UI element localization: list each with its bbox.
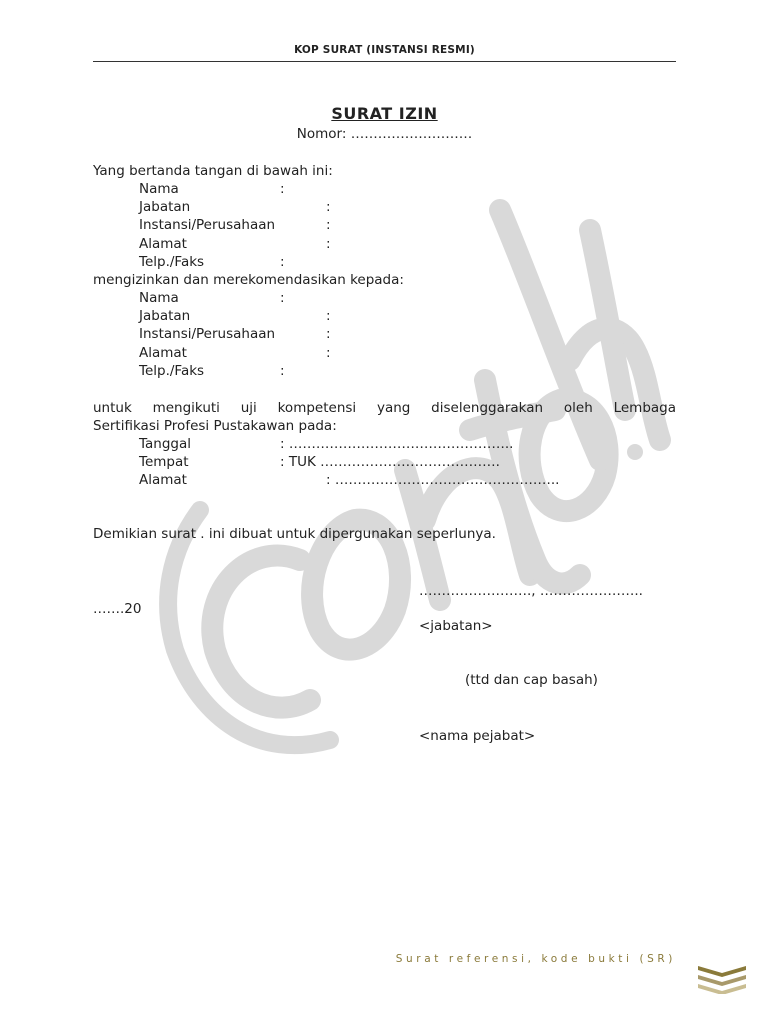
signature-year: …….20 <box>93 601 142 617</box>
document-title: SURAT IZIN <box>331 104 438 123</box>
signature-stamp-note: (ttd dan cap basah) <box>465 672 598 688</box>
recipient-field-label: Instansi/Perusahaan <box>139 326 276 342</box>
signer-field-label: Nama <box>139 181 179 197</box>
signer-field-label: Instansi/Perusahaan <box>139 217 276 233</box>
recipient-field-colon: : <box>280 290 285 306</box>
signature-place-date: ……………………., ………………….. <box>419 583 643 599</box>
event-field-value: : ………………………………………….. <box>326 472 560 488</box>
letterhead-divider <box>93 61 676 62</box>
recipient-field-label: Telp./Faks <box>139 363 205 379</box>
signer-field-colon: : <box>280 254 285 270</box>
recipient-field-label: Alamat <box>139 345 187 361</box>
purpose-line-2: Sertifikasi Profesi Pustakawan pada: <box>93 418 337 434</box>
signer-field-colon: : <box>280 181 285 197</box>
letterhead-title: KOP SURAT (INSTANSI RESMI) <box>294 44 475 56</box>
signer-field-label: Alamat <box>139 236 187 252</box>
recommend-intro: mengizinkan dan merekomendasikan kepada: <box>93 272 404 288</box>
closing-statement: Demikian surat . ini dibuat untuk dipergunakan seperlunya. <box>93 526 496 542</box>
letter-number: Nomor: ……………………… <box>296 126 473 142</box>
recipient-field-label: Jabatan <box>139 308 191 324</box>
signer-field-label: Jabatan <box>139 199 191 215</box>
signer-field-label: Telp./Faks <box>139 254 205 270</box>
event-field-label: Alamat <box>139 472 187 488</box>
signature-position: <jabatan> <box>419 618 493 634</box>
recipient-field-colon: : <box>280 363 285 379</box>
recipient-field-colon: : <box>326 326 331 342</box>
signer-field-colon: : <box>326 199 331 215</box>
event-field-label: Tanggal <box>139 436 192 452</box>
footer-reference: Surat referensi, kode bukti (SR) <box>395 953 676 965</box>
signer-field-colon: : <box>326 217 331 233</box>
signature-official-name: <nama pejabat> <box>419 728 536 744</box>
recipient-field-label: Nama <box>139 290 179 306</box>
event-field-value: : TUK …………………………………. <box>280 454 500 470</box>
purpose-line-1: untuk mengikuti uji kompetensi yang diselenggarakan oleh Lembaga <box>93 400 676 416</box>
chevron-logo-icon <box>698 964 746 994</box>
signer-intro: Yang bertanda tangan di bawah ini: <box>93 163 333 179</box>
signer-field-colon: : <box>326 236 331 252</box>
event-field-value: : ………………………………………….. <box>280 436 514 452</box>
event-field-label: Tempat <box>139 454 189 470</box>
recipient-field-colon: : <box>326 345 331 361</box>
recipient-field-colon: : <box>326 308 331 324</box>
